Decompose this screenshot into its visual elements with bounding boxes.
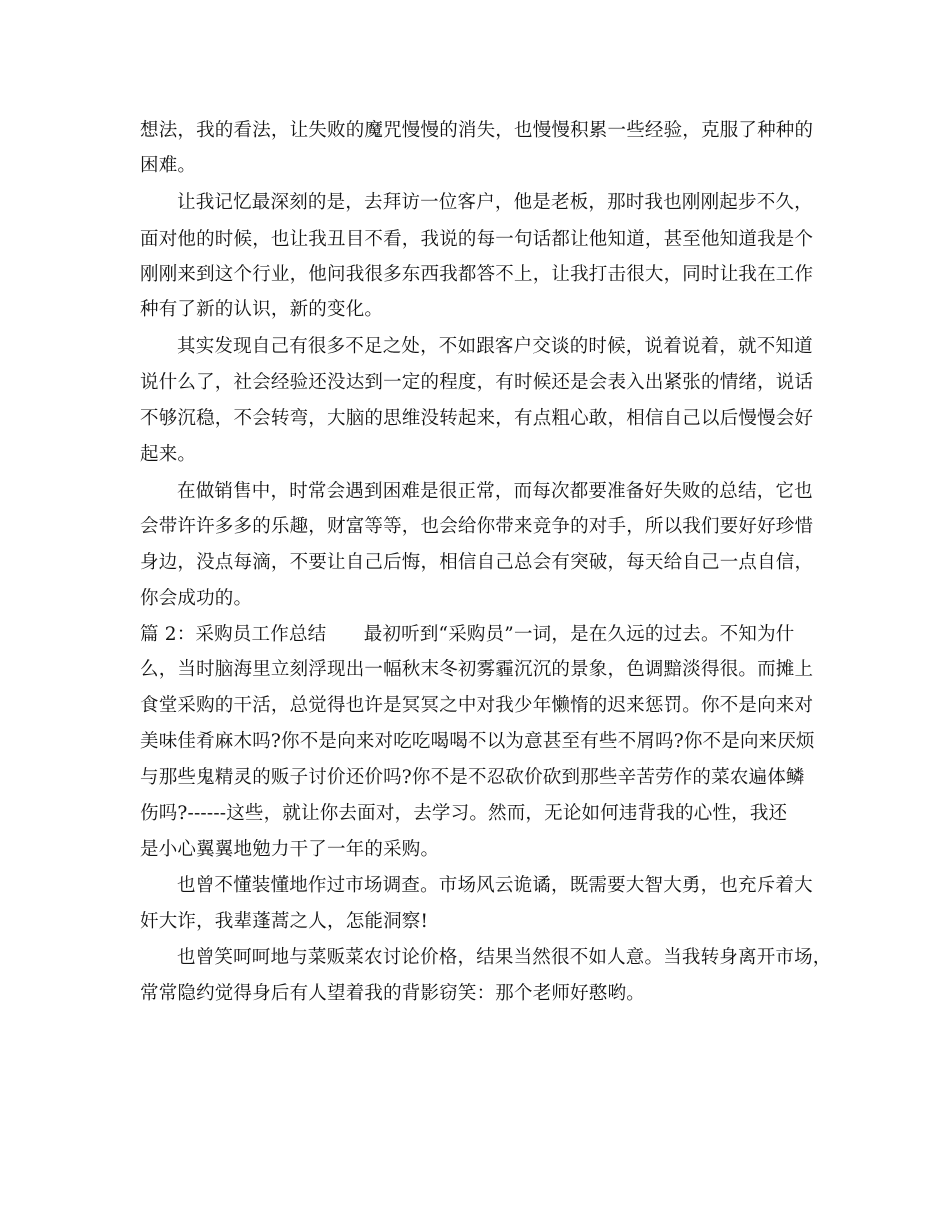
- text-line: 会带许许多多的乐趣，财富等等，也会给你带来竞争的对手，所以我们要好好珍惜: [140, 516, 814, 537]
- text-line: 面对他的时候，也让我丑目不看，我说的每一句话都让他知道，甚至他知道我是个: [140, 229, 814, 250]
- text-line: 想法，我的看法，让失败的魔咒慢慢的消失，也慢慢积累一些经验，克服了种种的: [140, 120, 814, 141]
- text-line: 伤吗?------这些，就让你去面对，去学习。然而，无论如何违背我的心性，我还: [140, 803, 788, 824]
- text-line: 常常隐约觉得身后有人望着我的背影窃笑：那个老师好憨哟。: [140, 983, 645, 1004]
- text-line: 不够沉稳，不会转弯，大脑的思维没转起来，有点粗心敢，相信自己以后慢慢会好: [140, 408, 814, 429]
- section-heading-line: 篇 2：采购员工作总结 最初听到“采购员”一词，是在久远的过去。不知为什: [140, 624, 795, 645]
- text-line: 食堂采购的干活，总觉得也许是冥冥之中对我少年懒惰的迟来惩罚。你不是向来对: [140, 695, 814, 716]
- text-line: 刚刚来到这个行业，他问我很多东西我都答不上，让我打击很大，同时让我在工作: [140, 264, 814, 285]
- text-line: 么，当时脑海里立刻浮现出一幅秋末冬初雾霾沉沉的景象，色调黯淡得很。而摊上: [140, 659, 814, 680]
- text-line: 是小心翼翼地勉力干了一年的采购。: [140, 839, 440, 860]
- paragraph-start-line: 其实发现自己有很多不足之处，不如跟客户交谈的时候，说着说着，就不知道: [177, 336, 813, 357]
- paragraph-start-line: 也曾不懂装懂地作过市场调查。市场风云诡谲，既需要大智大勇，也充斥着大: [177, 875, 813, 896]
- paragraph-start-line: 让我记忆最深刻的是，去拜访一位客户，他是老板，那时我也刚刚起步不久，: [177, 192, 813, 213]
- paragraph-start-line: 也曾笑呵呵地与菜贩菜农讨论价格，结果当然很不如人意。当我转身离开市场，: [177, 947, 832, 968]
- text-line: 与那些鬼精灵的贩子讨价还价吗?你不是不忍砍价砍到那些辛苦劳作的菜农遍体鳞: [140, 767, 805, 788]
- text-line: 奸大诈，我辈蓬蒿之人，怎能洞察!: [140, 911, 429, 932]
- text-line: 美味佳肴麻木吗?你不是向来对吃吃喝喝不以为意甚至有些不屑吗?你不是向来厌烦: [140, 731, 815, 752]
- text-line: 困难。: [140, 155, 197, 176]
- text-line: 说什么了，社会经验还没达到一定的程度，有时候还是会表入出紧张的情绪，说话: [140, 372, 814, 393]
- text-line: 身边，没点每滴，不要让自己后悔，相信自己总会有突破，每天给自己一点自信，: [140, 552, 814, 573]
- text-line: 种有了新的认识，新的变化。: [140, 299, 384, 320]
- paragraph-start-line: 在做销售中，时常会遇到困难是很正常，而每次都要准备好失败的总结，它也: [177, 481, 813, 502]
- text-line: 起来。: [140, 444, 197, 465]
- text-line: 你会成功的。: [140, 588, 253, 609]
